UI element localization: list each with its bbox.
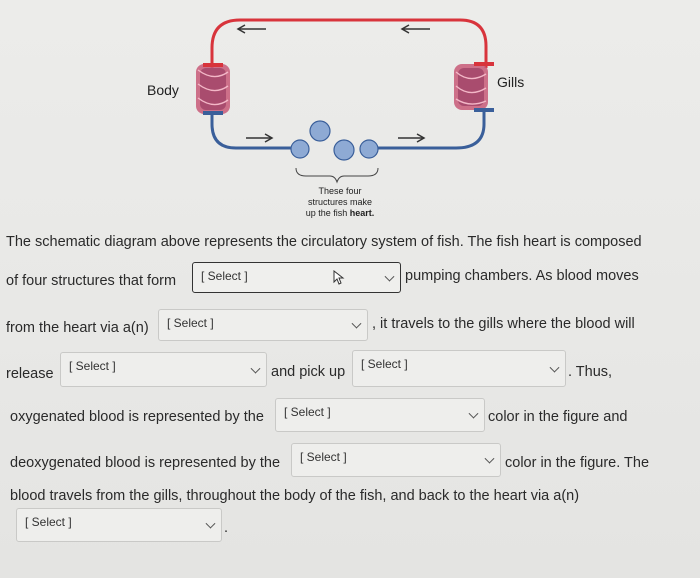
flow-arrow-icon: [238, 25, 430, 142]
chevron-down-icon: [206, 519, 216, 529]
mouse-cursor-icon: [330, 270, 346, 288]
question-line-1: The schematic diagram above represents the circulatory system of fish. The fish heart is composed: [6, 234, 642, 250]
question-line-3b: , it travels to the gills where the blood will: [372, 316, 635, 332]
question-line-8-end: .: [224, 520, 229, 536]
oxygenated-vessel: [212, 20, 486, 68]
deoxygenated-color-select[interactable]: [ Select ]: [291, 443, 501, 477]
body-capillary-icon: [196, 63, 230, 115]
heart-caption: These four structures make up the fish heart.: [305, 186, 375, 218]
question-line-4a: release: [6, 366, 54, 382]
heart-bracket: [296, 168, 378, 182]
chevron-down-icon: [385, 271, 395, 281]
heart-chambers-icon: [291, 121, 378, 160]
question-line-5b: color in the figure and: [488, 409, 628, 425]
chevron-down-icon: [251, 363, 261, 373]
chevron-down-icon: [485, 454, 495, 464]
chevron-down-icon: [352, 319, 362, 329]
vessel-select[interactable]: [ Select ]: [158, 309, 368, 341]
question-line-4c: . Thus,: [568, 364, 613, 380]
question-line-6a: deoxygenated blood is represented by the: [10, 455, 281, 471]
oxygenated-color-select[interactable]: [ Select ]: [275, 398, 485, 432]
deoxygenated-vessel: [212, 112, 296, 148]
release-select[interactable]: [ Select ]: [60, 352, 267, 387]
chambers-select[interactable]: [ Select ]: [192, 262, 401, 293]
gills-label: Gills: [497, 74, 525, 90]
return-vessel-select[interactable]: [ Select ]: [16, 508, 222, 542]
question-line-2a: of four structures that form: [6, 273, 177, 289]
gills-capillary-icon: [454, 62, 494, 112]
question-line-5a: oxygenated blood is represented by the: [10, 409, 264, 425]
body-label: Body: [147, 82, 179, 98]
question-line-4b: and pick up: [271, 364, 346, 380]
question-line-2b: pumping chambers. As blood moves: [405, 268, 639, 284]
chevron-down-icon: [550, 362, 560, 372]
question-line-3a: from the heart via a(n): [6, 320, 149, 336]
question-line-6b: color in the figure. The: [505, 455, 650, 471]
chevron-down-icon: [469, 409, 479, 419]
question-line-7: blood travels from the gills, throughout the body of the fish, and back to the heart via a(n): [10, 488, 580, 504]
pickup-select[interactable]: [ Select ]: [352, 350, 566, 387]
